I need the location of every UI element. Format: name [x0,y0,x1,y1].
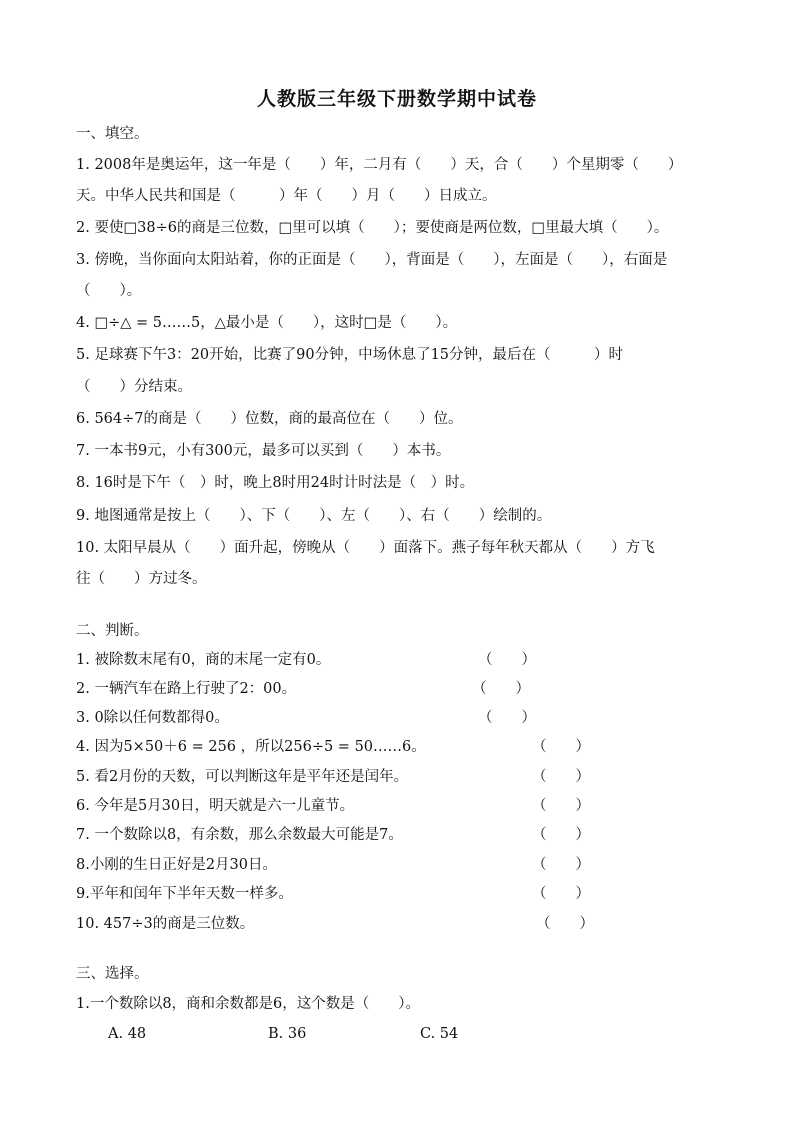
judge-item-6: 6. 今年是5月30日，明天就是六一儿童节。 [76,798,355,814]
fill-line-3: 2. 要使□38÷6的商是三位数，□里可以填（ ）；要使商是两位数，□里最大填（ ）。 [76,220,669,236]
judge-item-10: 10. 457÷3的商是三位数。 [76,916,255,932]
page-title: 人教版三年级下册数学期中试卷 [256,88,537,110]
section-2-heading: 二、判断。 [76,623,149,639]
fill-line-7: 5. 足球赛下午3：20开始，比赛了90分钟，中场休息了15分钟，最后在（ ）时 [76,347,624,363]
fill-line-12: 9. 地图通常是按上（ ）、下（ ）、左（ ）、右（ ）绘制的。 [76,508,552,524]
choice-option-b: B. 36 [268,1026,307,1042]
judge-answer-1: （ ） [478,652,536,668]
choice-option-c: C. 54 [420,1026,459,1042]
judge-answer-5: （ ） [532,769,590,785]
judge-item-9: 9.平年和闰年下半年天数一样多。 [76,886,293,902]
judge-answer-10: （ ） [536,916,594,932]
section-1-heading: 一、填空。 [76,126,149,142]
judge-answer-6: （ ） [532,798,590,814]
judge-answer-7: （ ） [532,827,590,843]
judge-item-2: 2. 一辆汽车在路上行驶了2：00。 [76,681,297,697]
judge-item-5: 5. 看2月份的天数，可以判断这年是平年还是闰年。 [76,769,409,785]
section-3-heading: 三、选择。 [76,966,149,982]
judge-answer-3: （ ） [478,710,536,726]
fill-line-4: 3. 傍晚，当你面向太阳站着，你的正面是（ ），背面是（ ），左面是（ ），右面是 [76,252,668,268]
judge-item-3: 3. 0除以任何数都得0。 [76,710,229,726]
judge-answer-9: （ ） [532,886,590,902]
fill-line-14: 往（ ）方过冬。 [76,571,207,587]
fill-line-1: 1. 2008年是奥运年，这一年是（ ）年，二月有（ ）天，合（ ）个星期零（ ） [76,157,683,173]
fill-line-2: 天。中华人民共和国是（ ）年（ ）月（ ）日成立。 [76,188,497,204]
fill-line-5: （ ）。 [76,283,142,299]
judge-answer-4: （ ） [532,739,590,755]
fill-line-8: （ ）分结束。 [76,379,192,395]
fill-line-9: 6. 564÷7的商是（ ）位数，商的最高位在（ ）位。 [76,411,463,427]
judge-answer-2: （ ） [472,681,530,697]
fill-line-10: 7. 一本书9元，小有300元，最多可以买到（ ）本书。 [76,443,451,459]
choice-question-1: 1.一个数除以8，商和余数都是6，这个数是（ ）。 [76,996,421,1012]
judge-answer-8: （ ） [532,857,590,873]
judge-item-4: 4. 因为5×50＋6 = 256 ，所以256÷5 = 50……6。 [76,739,426,755]
judge-item-1: 1. 被除数末尾有0，商的末尾一定有0。 [76,652,331,668]
choice-option-a: A. 48 [108,1026,147,1042]
fill-line-6: 4. □÷△ = 5……5，△最小是（ ），这时□是（ ）。 [76,315,458,331]
judge-item-7: 7. 一个数除以8，有余数，那么余数最大可能是7。 [76,827,403,843]
judge-item-8: 8.小刚的生日正好是2月30日。 [76,857,278,873]
fill-line-11: 8. 16时是下午（ ）时，晚上8时用24时计时法是（ ）时。 [76,475,475,491]
fill-line-13: 10. 太阳早晨从（ ）面升起，傍晚从（ ）面落下。燕子每年秋天都从（ ）方飞 [76,540,655,556]
